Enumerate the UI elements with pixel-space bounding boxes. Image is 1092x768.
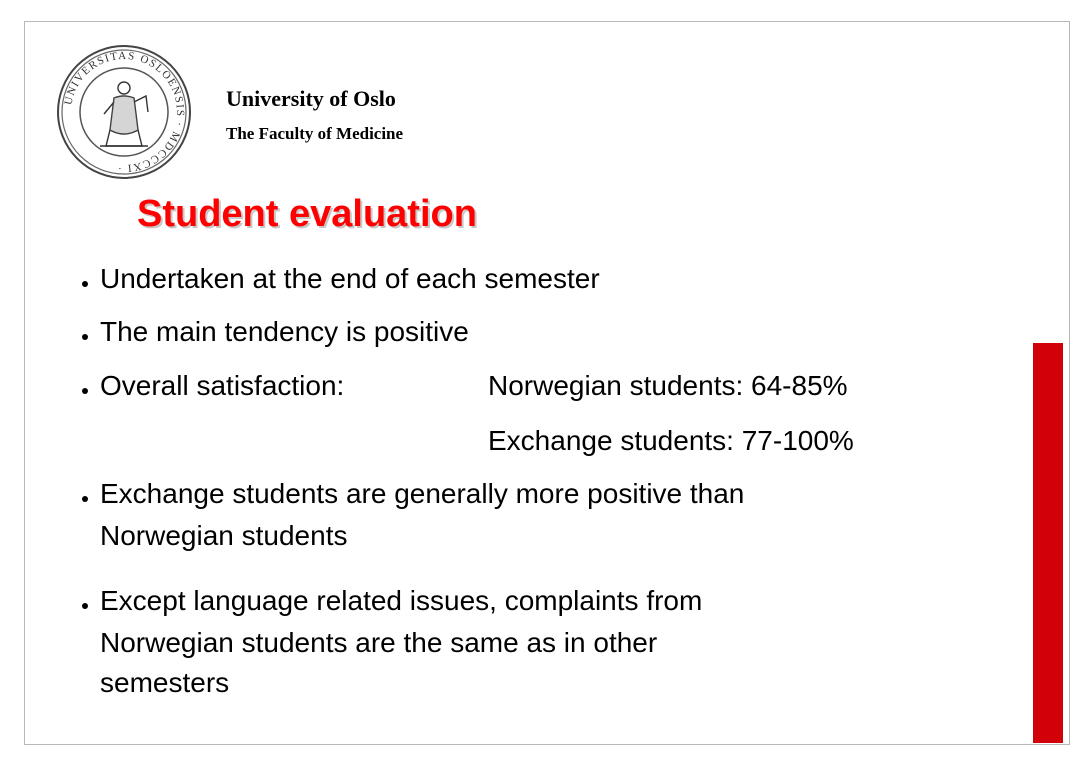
bullet-text-continued: Norwegian students are the same as in other	[100, 627, 658, 658]
bullet-text-continued: semesters	[100, 667, 230, 698]
accent-bar	[1033, 343, 1063, 743]
bullet-text: Undertaken at the end of each semester	[100, 263, 600, 294]
bullet-text: The main tendency is positive	[100, 316, 469, 347]
bullet-text: Overall satisfaction:	[100, 370, 345, 401]
bullet-text: Exchange students are generally more positive than	[100, 478, 745, 509]
bullet-marker	[82, 496, 88, 502]
university-seal-icon	[54, 42, 194, 182]
svg-text:UNIVERSITAS OSLOENSIS · MDCCCX: UNIVERSITAS OSLOENSIS · MDCCCXI ·	[62, 49, 187, 175]
faculty-name: The Faculty of Medicine	[226, 124, 404, 143]
bullet-text: Except language related issues, complaints from	[100, 585, 703, 616]
bullet-marker	[82, 388, 88, 394]
exchange-satisfaction: Exchange students: 77-100%	[488, 425, 854, 456]
institution-name: University of Oslo	[226, 86, 396, 111]
slide-title: Student evaluation	[137, 193, 477, 235]
bullet-marker	[82, 281, 88, 287]
bullet-text-continued: Norwegian students	[100, 520, 348, 551]
norwegian-satisfaction: Norwegian students: 64-85%	[488, 370, 848, 401]
bullet-marker	[82, 334, 88, 340]
bullet-marker	[82, 603, 88, 609]
